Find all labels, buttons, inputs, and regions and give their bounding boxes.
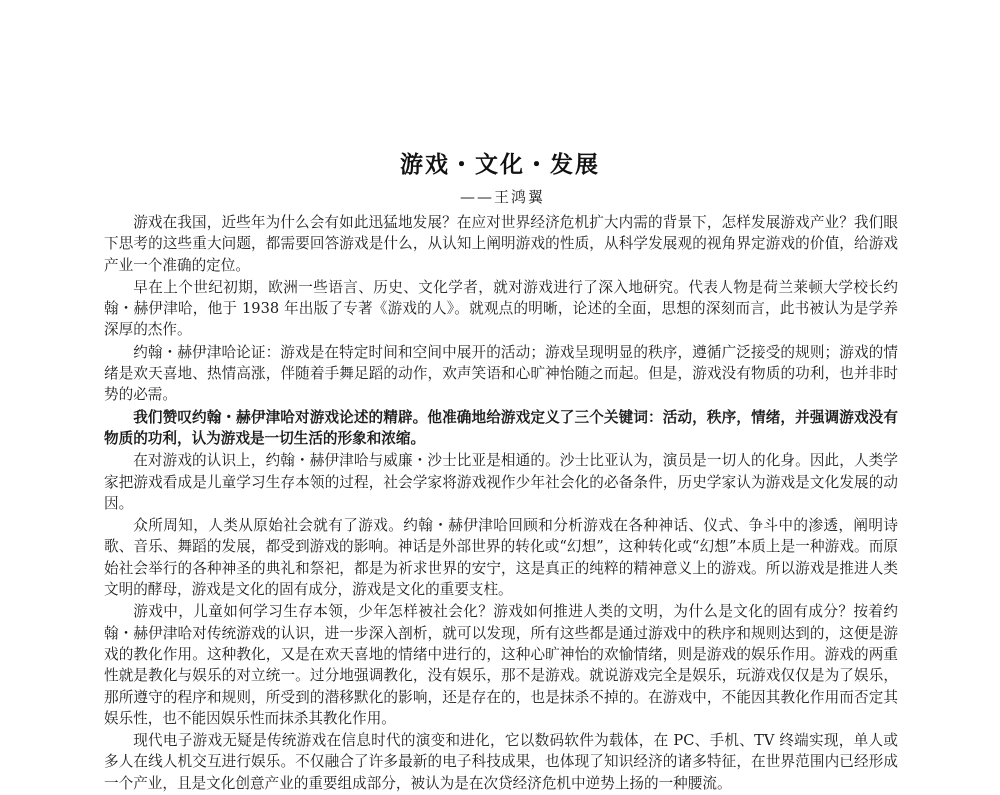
paragraph-4: 我们赞叹约翰・赫伊津哈对游戏论述的精辟。他准确地给游戏定义了三个关键词：活动，秩序，情绪，并强调游戏没有物质的功利，认为游戏是一切生活的形象和浓缩。 [104,408,898,447]
article-author: ——王鸿翼 [460,188,546,206]
article-title: 游戏・文化・发展 [400,151,600,178]
paragraph-1: 游戏在我国，近些年为什么会有如此迅猛地发展？在应对世界经济危机扩大内需的背景下，怎样发展游戏产业？我们眼下思考的这些重大问题，都需要回答游戏是什么，从认知上阐明游戏的性质，从科学发展观的视角界定游戏的价值，给游戏产业一个准确的定位。 [104,214,898,274]
paragraph-3: 约翰・赫伊津哈论证：游戏是在特定时间和空间中展开的活动；游戏呈现明显的秩序，遵循广泛接受的规则；游戏的情绪是欢天喜地、热情高涨，伴随着手舞足蹈的动作，欢声笑语和心旷神怡随之而起。但是，游戏没有物质的功利，也并非时势的必需。 [104,343,898,404]
paragraph-7: 游戏中，儿童如何学习生存本领，少年怎样被社会化？游戏如何推进人类的文明，为什么是文化的固有成分？按着约翰・赫伊津哈对传统游戏的认识，进一步深入剖析，就可以发现，所有这些都是通过游戏中的秩序和规则达到的，这便是游戏的教化作用。这种教化，又是在欢天喜地的情绪中进行的，这种心旷神怡的欢愉情绪，则是游戏的娱乐作用。游戏的两重性就是教化与娱乐的对立统一。过分地强调教化，没有娱乐，那不是游戏。就说游戏完全是娱乐，玩游戏仅仅是为了娱乐，那所遵守的程序和规则，所受到的潜移默化的影响，还是存在的，也是抹杀不掉的。在游戏中，不能因其教化作用而否定其娱乐性，也不能因娱乐性而抹杀其教化作用。 [104,603,898,727]
paragraph-8: 现代电子游戏无疑是传统游戏在信息时代的演变和进化，它以数码软件为载体，在 PC、手机、TV 终端实现，单人或多人在线人机交互进行娱乐。不仅融合了许多最新的电子科技成果，也体现了知识经济的诸多特征，在世界范围内已经形成一个产业，且是文化创意产业的重要组成部分，被认为是在次贷经济危机中逆势上扬的一种腰流。 [104,732,898,792]
article-body [104,212,898,795]
paragraph-6: 众所周知，人类从原始社会就有了游戏。约翰・赫伊津哈回顾和分析游戏在各种神话、仪式、争斗中的渗透，阐明诗歌、音乐、舞蹈的发展，都受到游戏的影响。神话是外部世界的转化或“幻想”，这种转化或“幻想”本质上是一种游戏。而原始社会举行的各种神圣的典礼和祭祀，都是为祈求世界的安宁，这是真正的纯粹的精神意义上的游戏。所以游戏是推进人类文明的酵母，游戏是文化的固有成分，游戏是文化的重要支柱。 [104,517,898,599]
paragraph-5: 在对游戏的认识上，约翰・赫伊津哈与威廉・沙士比亚是相通的。沙士比亚认为，演员是一切人的化身。因此，人类学家把游戏看成是儿童学习生存本领的过程，社会学家将游戏视作少年社会化的必备条件，历史学家认为游戏是文化发展的动因。 [104,452,898,512]
paragraph-2: 早在上个世纪初期，欧洲一些语言、历史、文化学者，就对游戏进行了深入地研究。代表人物是荷兰莱顿大学校长约翰・赫伊津哈，他于 1938 年出版了专著《游戏的人》。就观点的明晰，论述的全面，思想的深刻而言，此书被认为是学养深厚的杰作。 [104,278,898,339]
